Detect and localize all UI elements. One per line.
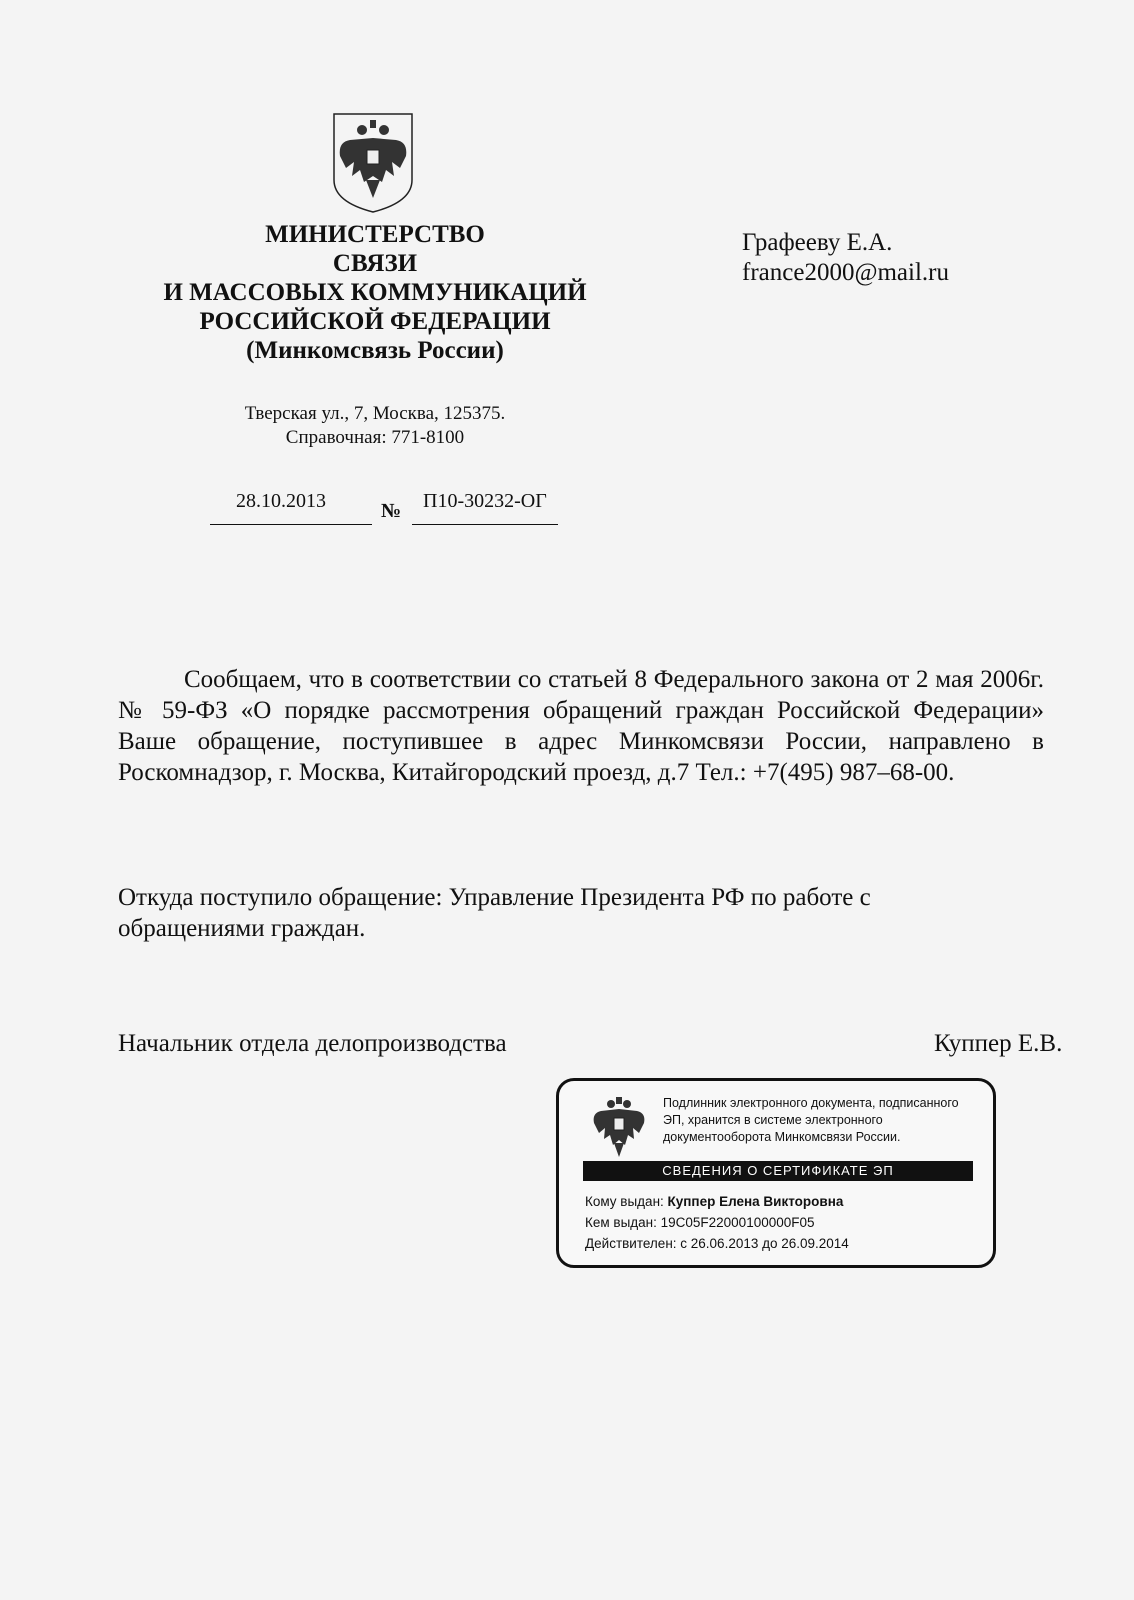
signer-name: Куппер Е.В. [934,1030,1063,1057]
issued-to-value: Куппер Елена Викторовна [667,1194,844,1209]
certificate-header: СВЕДЕНИЯ О СЕРТИФИКАТЕ ЭП [583,1161,973,1181]
recipient-name: Графееву Е.А. [742,229,893,256]
source-paragraph: Откуда поступило обращение: Управление Президента РФ по работе с обращениями граждан. [118,884,871,942]
number-underline [412,524,558,525]
ministry-header [140,220,610,365]
stamp-note-line: документооборота Минкомсвязи России. [663,1130,901,1144]
letter-number: П10-30232-ОГ [423,490,547,512]
letter-date: 28.10.2013 [236,490,326,512]
ministry-line: РОССИЙСКОЙ ФЕДЕРАЦИИ [199,308,551,335]
ministry-line: СВЯЗИ [332,250,418,277]
date-underline [210,524,372,525]
coat-of-arms-icon [330,110,416,214]
stamp-note-line: Подлинник электронного документа, подписанного [663,1096,959,1110]
number-sign: № [381,500,402,522]
valid-row [585,1233,849,1254]
stamp-note-line: ЭП, хранится в системе электронного [663,1113,883,1127]
ministry-line: И МАССОВЫХ КОММУНИКАЦИЙ [163,279,587,306]
ministry-short-name: (Минкомсвязь России) [246,337,504,364]
e-signature-stamp [556,1078,996,1268]
valid-value: с 26.06.2013 до 26.09.2014 [680,1236,849,1251]
recipient-email: france2000@mail.ru [742,259,949,286]
phone-line: Справочная: 771-8100 [285,427,465,448]
valid-label: Действителен: [585,1236,681,1251]
body-paragraph: Сообщаем, что в соответствии со статьей 8 Федерального закона от 2 мая 2006г. № 59-ФЗ «О порядке рассмотрения обращений граждан Российской Федерации» Ваше обращение, поступившее в адрес Минкомсвязи России, направлено в Роскомнадзор, г. Москва, Китайгородский проезд, д.7 Тел.: +7(495) 987–68-00. [118,666,1044,786]
recipient-block [742,228,949,288]
issued-by-row [585,1212,849,1233]
ministry-line: МИНИСТЕРСТВО [265,221,485,248]
issued-to-row [585,1191,849,1212]
issued-to-label: Кому выдан: [585,1194,668,1209]
issued-by-value: 19C05F22000100000F05 [660,1215,815,1230]
coat-of-arms-icon [589,1095,649,1161]
signer-title: Начальник отдела делопроизводства [118,1030,507,1057]
certificate-details [585,1191,849,1254]
issued-by-label: Кем выдан: [585,1215,661,1230]
address-line: Тверская ул., 7, Москва, 125375. [244,403,506,424]
ministry-address [190,402,560,450]
stamp-note [663,1095,983,1146]
